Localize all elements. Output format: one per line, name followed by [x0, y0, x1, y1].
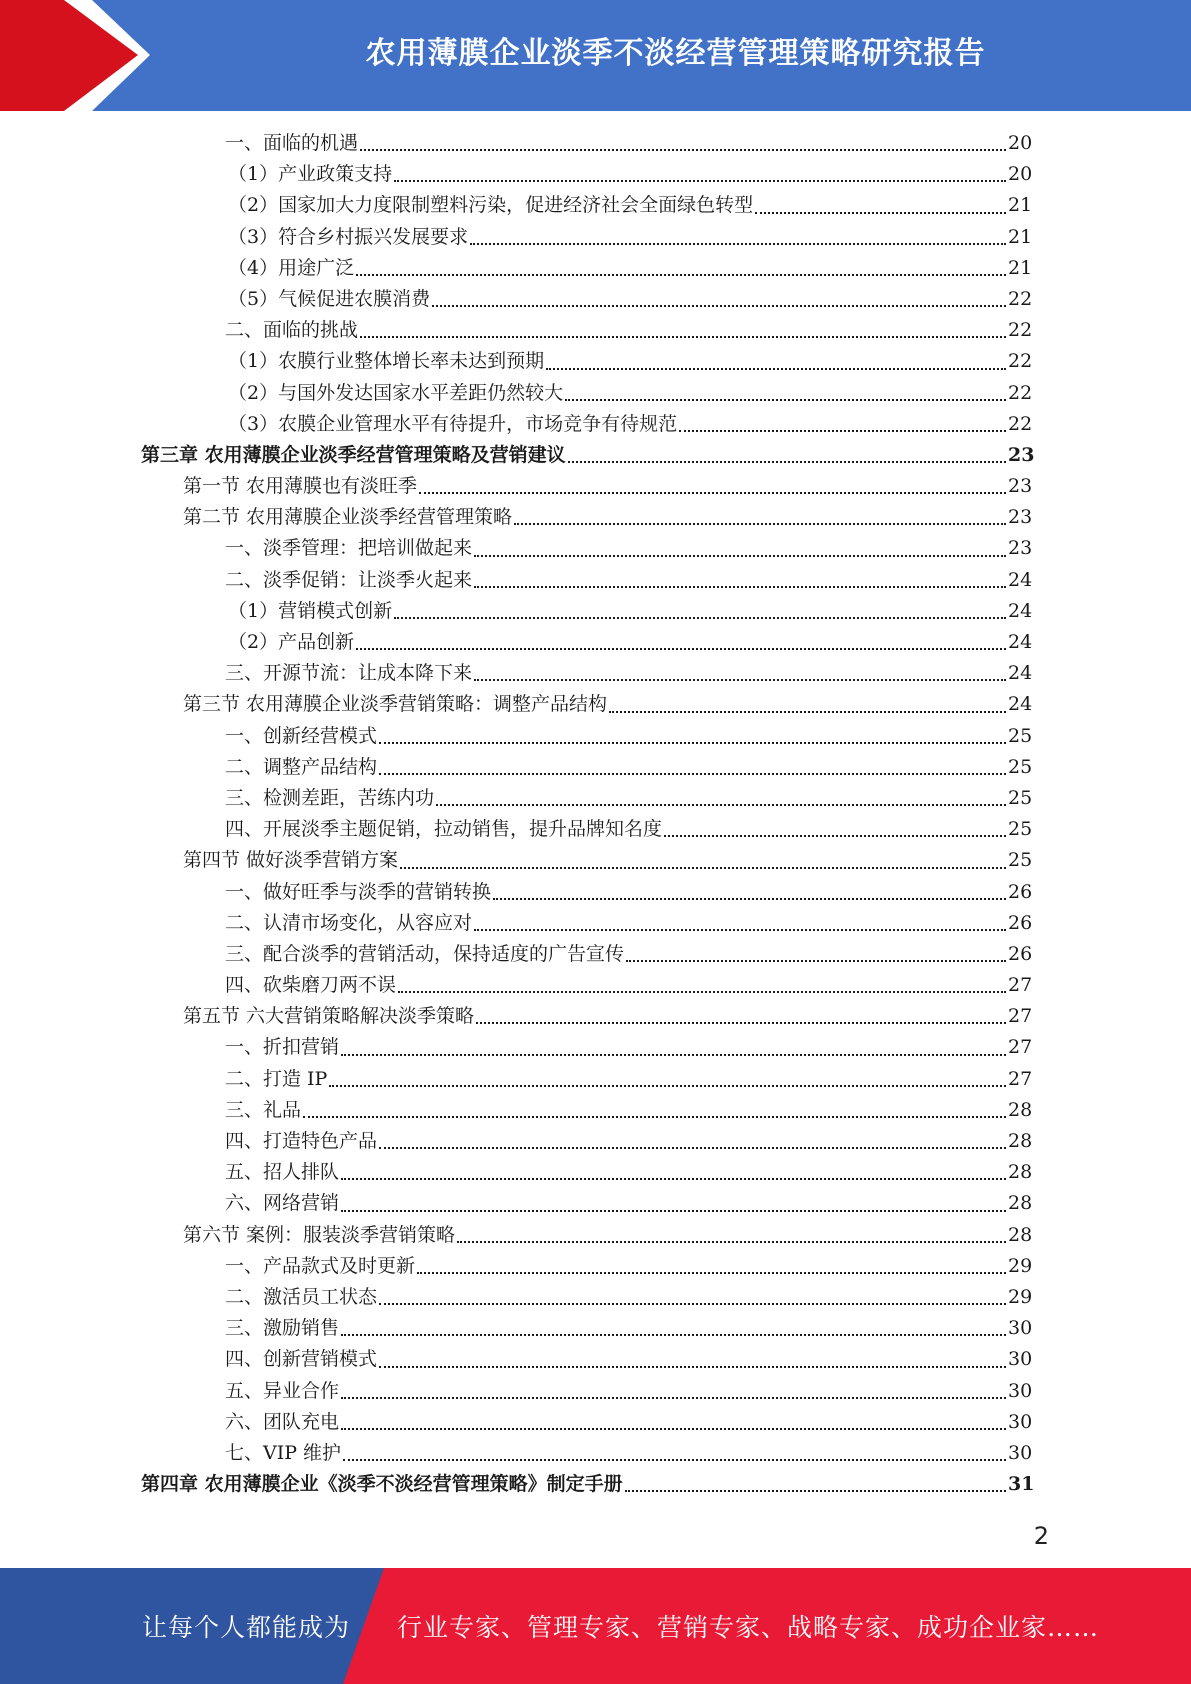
toc-dot-leader	[341, 1333, 1006, 1336]
toc-entry-title: （4）用途广泛	[228, 256, 355, 279]
toc-entry-page: 21	[1008, 194, 1033, 217]
toc-entry[interactable]	[0, 1313, 1191, 1344]
footer-slogan-right: 行业专家、管理专家、营销专家、战略专家、成功企业家……	[397, 1613, 1100, 1642]
toc-entry[interactable]	[0, 1001, 1191, 1032]
toc-entry[interactable]	[0, 908, 1191, 939]
toc-entry[interactable]	[0, 1407, 1191, 1438]
toc-dot-leader	[514, 522, 1006, 525]
toc-entry-page: 30	[1008, 1379, 1033, 1402]
toc-dot-leader	[400, 866, 1006, 869]
toc-entry[interactable]	[0, 1032, 1191, 1063]
toc-entry-title: 五、异业合作	[225, 1379, 340, 1402]
toc-dot-leader	[493, 897, 1006, 900]
toc-entry[interactable]	[0, 845, 1191, 876]
toc-entry[interactable]	[0, 721, 1191, 752]
table-of-contents	[0, 128, 1191, 1500]
toc-dot-leader	[398, 990, 1006, 993]
toc-dot-leader	[341, 1053, 1006, 1056]
toc-dot-leader	[609, 710, 1006, 713]
toc-entry[interactable]	[0, 752, 1191, 783]
toc-entry-title: （2）与国外发达国家水平差距仍然较大	[228, 381, 564, 404]
toc-entry-page: 25	[1008, 755, 1033, 778]
toc-entry[interactable]	[0, 1126, 1191, 1157]
toc-entry[interactable]	[0, 939, 1191, 970]
toc-entry-page: 28	[1008, 1192, 1033, 1215]
toc-entry-title: 二、淡季促销：让淡季火起来	[225, 568, 473, 591]
toc-entry-title: 二、打造 IP	[225, 1067, 328, 1090]
toc-entry-title: 第四节 做好淡季营销方案	[183, 849, 399, 872]
toc-entry-page: 25	[1008, 724, 1033, 747]
footer-slogan-left: 让每个人都能成为	[142, 1613, 351, 1642]
toc-entry-page: 22	[1008, 287, 1033, 310]
toc-entry-page: 20	[1008, 163, 1033, 186]
toc-entry[interactable]	[0, 877, 1191, 908]
red-arrow-shape	[0, 0, 150, 111]
toc-dot-leader	[565, 398, 1006, 401]
toc-dot-leader	[356, 273, 1006, 276]
toc-dot-leader	[394, 616, 1006, 619]
toc-entry-page: 28	[1008, 1130, 1033, 1152]
toc-entry-page: 23	[1008, 506, 1033, 529]
toc-entry[interactable]	[0, 502, 1191, 533]
page-footer	[0, 1568, 1191, 1684]
toc-entry[interactable]	[0, 440, 1191, 471]
toc-entry-title: （1）农膜行业整体增长率未达到预期	[228, 350, 545, 373]
toc-entry[interactable]	[0, 128, 1191, 159]
toc-entry[interactable]	[0, 970, 1191, 1001]
toc-entry-page: 30	[1008, 1441, 1033, 1464]
toc-entry[interactable]	[0, 409, 1191, 440]
toc-entry-page: 22	[1008, 350, 1033, 373]
toc-entry-title: 三、礼品	[225, 1098, 302, 1121]
toc-entry-title: 五、招人排队	[225, 1161, 340, 1184]
toc-entry-page: 21	[1008, 225, 1033, 248]
page-header	[0, 0, 1191, 111]
toc-entry-title: （5）气候促进农膜消费	[228, 287, 431, 310]
toc-entry[interactable]	[0, 471, 1191, 502]
toc-dot-leader	[341, 1177, 1006, 1180]
toc-dot-leader	[419, 491, 1006, 494]
toc-entry[interactable]	[0, 1376, 1191, 1407]
toc-entry-page: 27	[1008, 1036, 1033, 1059]
toc-entry-page: 24	[1008, 662, 1033, 685]
toc-entry-page: 21	[1008, 256, 1033, 279]
toc-dot-leader	[546, 367, 1006, 370]
toc-entry-page: 22	[1008, 381, 1033, 404]
toc-dot-leader	[341, 1427, 1006, 1430]
toc-entry-page: 25	[1008, 849, 1033, 872]
toc-dot-leader	[417, 1271, 1006, 1274]
toc-entry-page: 22	[1008, 319, 1033, 342]
toc-dot-leader	[679, 429, 1006, 432]
toc-entry[interactable]	[0, 1188, 1191, 1219]
toc-entry-title: 二、认清市场变化，从容应对	[225, 911, 473, 934]
toc-entry-page: 24	[1008, 599, 1033, 622]
toc-entry[interactable]	[0, 159, 1191, 190]
toc-entry-page: 28	[1008, 1223, 1033, 1246]
toc-dot-leader	[474, 554, 1006, 557]
toc-dot-leader	[343, 1458, 1006, 1461]
toc-entry-page: 31	[1008, 1473, 1035, 1496]
document-title: 农用薄膜企业淡季不淡经营管理策略研究报告	[365, 36, 986, 71]
toc-entry-page: 22	[1008, 412, 1033, 435]
toc-entry-page: 24	[1008, 693, 1033, 716]
toc-entry-page: 25	[1008, 818, 1033, 841]
toc-entry-title: 二、激活员工状态	[225, 1285, 378, 1308]
toc-entry-page: 24	[1008, 631, 1033, 653]
toc-dot-leader	[379, 772, 1006, 775]
toc-entry[interactable]	[0, 1251, 1191, 1282]
toc-entry-title: （2）产品创新	[228, 631, 355, 653]
toc-entry-page: 28	[1008, 1161, 1033, 1184]
toc-dot-leader	[457, 1240, 1006, 1243]
toc-dot-leader	[379, 1302, 1006, 1305]
toc-entry[interactable]	[0, 1064, 1191, 1095]
toc-entry[interactable]	[0, 1344, 1191, 1375]
toc-entry[interactable]	[0, 346, 1191, 377]
toc-entry-page: 20	[1008, 132, 1033, 154]
toc-entry[interactable]	[0, 814, 1191, 845]
toc-entry-title: 第五节 六大营销策略解决淡季策略	[183, 1005, 475, 1028]
toc-entry-title: 四、打造特色产品	[225, 1130, 378, 1152]
toc-entry-page: 29	[1008, 1285, 1033, 1308]
toc-entry[interactable]	[0, 658, 1191, 689]
toc-entry-page: 24	[1008, 568, 1033, 591]
toc-entry-title: 第三章 农用薄膜企业淡季经营管理策略及营销建议	[141, 443, 566, 466]
toc-entry-page: 30	[1008, 1410, 1033, 1433]
toc-entry[interactable]	[0, 1220, 1191, 1251]
toc-entry[interactable]	[0, 1095, 1191, 1126]
toc-entry-title: 四、开展淡季主题促销，拉动销售，提升品牌知名度	[225, 818, 663, 841]
toc-dot-leader	[329, 1084, 1006, 1087]
toc-dot-leader	[470, 242, 1006, 245]
toc-dot-leader	[476, 1021, 1006, 1024]
toc-entry-page: 23	[1008, 537, 1033, 560]
toc-entry-page: 26	[1008, 942, 1033, 965]
toc-entry-page: 26	[1008, 880, 1033, 903]
toc-dot-leader	[625, 1489, 1006, 1492]
toc-dot-leader	[360, 148, 1006, 151]
toc-entry-title: 一、面临的机遇	[225, 132, 359, 154]
toc-entry-title: 七、VIP 维护	[225, 1441, 342, 1464]
toc-entry[interactable]	[0, 315, 1191, 346]
toc-entry[interactable]	[0, 1157, 1191, 1188]
toc-entry[interactable]	[0, 627, 1191, 658]
toc-entry[interactable]	[0, 222, 1191, 253]
toc-entry[interactable]	[0, 783, 1191, 814]
toc-entry-page: 25	[1008, 786, 1033, 809]
toc-entry-page: 29	[1008, 1254, 1033, 1277]
toc-entry-page: 27	[1008, 1067, 1033, 1090]
toc-dot-leader	[436, 803, 1006, 806]
toc-entry-title: （2）国家加大力度限制塑料污染，促进经济社会全面绿色转型	[228, 194, 754, 217]
toc-entry-title: 六、团队充电	[225, 1410, 340, 1433]
toc-entry-title: （3）农膜企业管理水平有待提升，市场竞争有待规范	[228, 412, 678, 435]
toc-entry-title: 二、调整产品结构	[225, 755, 378, 778]
toc-entry-title: 第四章 农用薄膜企业《淡季不淡经营管理策略》制定手册	[141, 1473, 623, 1496]
toc-entry-page: 30	[1008, 1317, 1033, 1340]
toc-entry-page: 23	[1008, 475, 1033, 498]
toc-entry-page: 23	[1008, 443, 1035, 466]
toc-dot-leader	[474, 585, 1006, 588]
toc-entry[interactable]	[0, 596, 1191, 627]
toc-dot-leader	[474, 678, 1006, 681]
toc-entry-title: 一、淡季管理：把培训做起来	[225, 537, 473, 560]
toc-entry-title: 四、创新营销模式	[225, 1348, 378, 1371]
toc-dot-leader	[360, 335, 1006, 338]
toc-entry-page: 28	[1008, 1098, 1033, 1121]
toc-entry-title: 一、创新经营模式	[225, 724, 378, 747]
toc-entry[interactable]	[0, 378, 1191, 409]
toc-entry-title: 四、砍柴磨刀两不误	[225, 974, 397, 997]
toc-entry-title: 一、做好旺季与淡季的营销转换	[225, 880, 492, 903]
toc-entry-page: 26	[1008, 911, 1033, 934]
toc-entry[interactable]	[0, 1438, 1191, 1469]
toc-entry-title: 第二节 农用薄膜企业淡季经营管理策略	[183, 506, 513, 529]
toc-dot-leader	[341, 1396, 1006, 1399]
toc-entry-title: （1）营销模式创新	[228, 599, 393, 622]
page-number: 2	[1033, 1522, 1049, 1550]
toc-dot-leader	[664, 834, 1006, 837]
toc-dot-leader	[379, 741, 1006, 744]
toc-entry-title: 三、检测差距，苦练内功	[225, 786, 435, 809]
toc-entry[interactable]	[0, 190, 1191, 221]
toc-dot-leader	[626, 959, 1006, 962]
toc-entry-title: 第三节 农用薄膜企业淡季营销策略：调整产品结构	[183, 693, 608, 716]
toc-dot-leader	[303, 1115, 1006, 1118]
toc-entry-title: 三、开源节流：让成本降下来	[225, 662, 473, 685]
toc-dot-leader	[394, 179, 1006, 182]
toc-entry-title: 三、激励销售	[225, 1317, 340, 1340]
toc-entry[interactable]	[0, 253, 1191, 284]
toc-dot-leader	[341, 1209, 1006, 1212]
toc-entry[interactable]	[0, 689, 1191, 720]
toc-entry-title: 第六节 案例：服装淡季营销策略	[183, 1223, 456, 1246]
toc-entry[interactable]	[0, 284, 1191, 315]
toc-entry-title: 三、配合淡季的营销活动，保持适度的广告宣传	[225, 942, 625, 965]
toc-dot-leader	[474, 928, 1006, 931]
toc-entry[interactable]	[0, 1282, 1191, 1313]
toc-dot-leader	[432, 304, 1006, 307]
toc-dot-leader	[379, 1365, 1006, 1368]
toc-dot-leader	[568, 460, 1006, 463]
toc-dot-leader	[755, 211, 1006, 214]
toc-entry-title: 六、网络营销	[225, 1192, 340, 1215]
toc-entry[interactable]	[0, 1469, 1191, 1500]
toc-entry-title: 二、面临的挑战	[225, 319, 359, 342]
toc-entry-title: 一、折扣营销	[225, 1036, 340, 1059]
toc-entry-page: 27	[1008, 974, 1033, 997]
toc-entry-title: （1）产业政策支持	[228, 163, 393, 186]
toc-entry-title: （3）符合乡村振兴发展要求	[228, 225, 469, 248]
toc-entry[interactable]	[0, 565, 1191, 596]
toc-entry-page: 27	[1008, 1005, 1033, 1028]
toc-entry-title: 第一节 农用薄膜也有淡旺季	[183, 475, 418, 498]
toc-entry[interactable]	[0, 533, 1191, 564]
toc-dot-leader	[379, 1146, 1006, 1149]
toc-entry-page: 30	[1008, 1348, 1033, 1371]
toc-dot-leader	[356, 647, 1006, 650]
toc-entry-title: 一、产品款式及时更新	[225, 1254, 416, 1277]
